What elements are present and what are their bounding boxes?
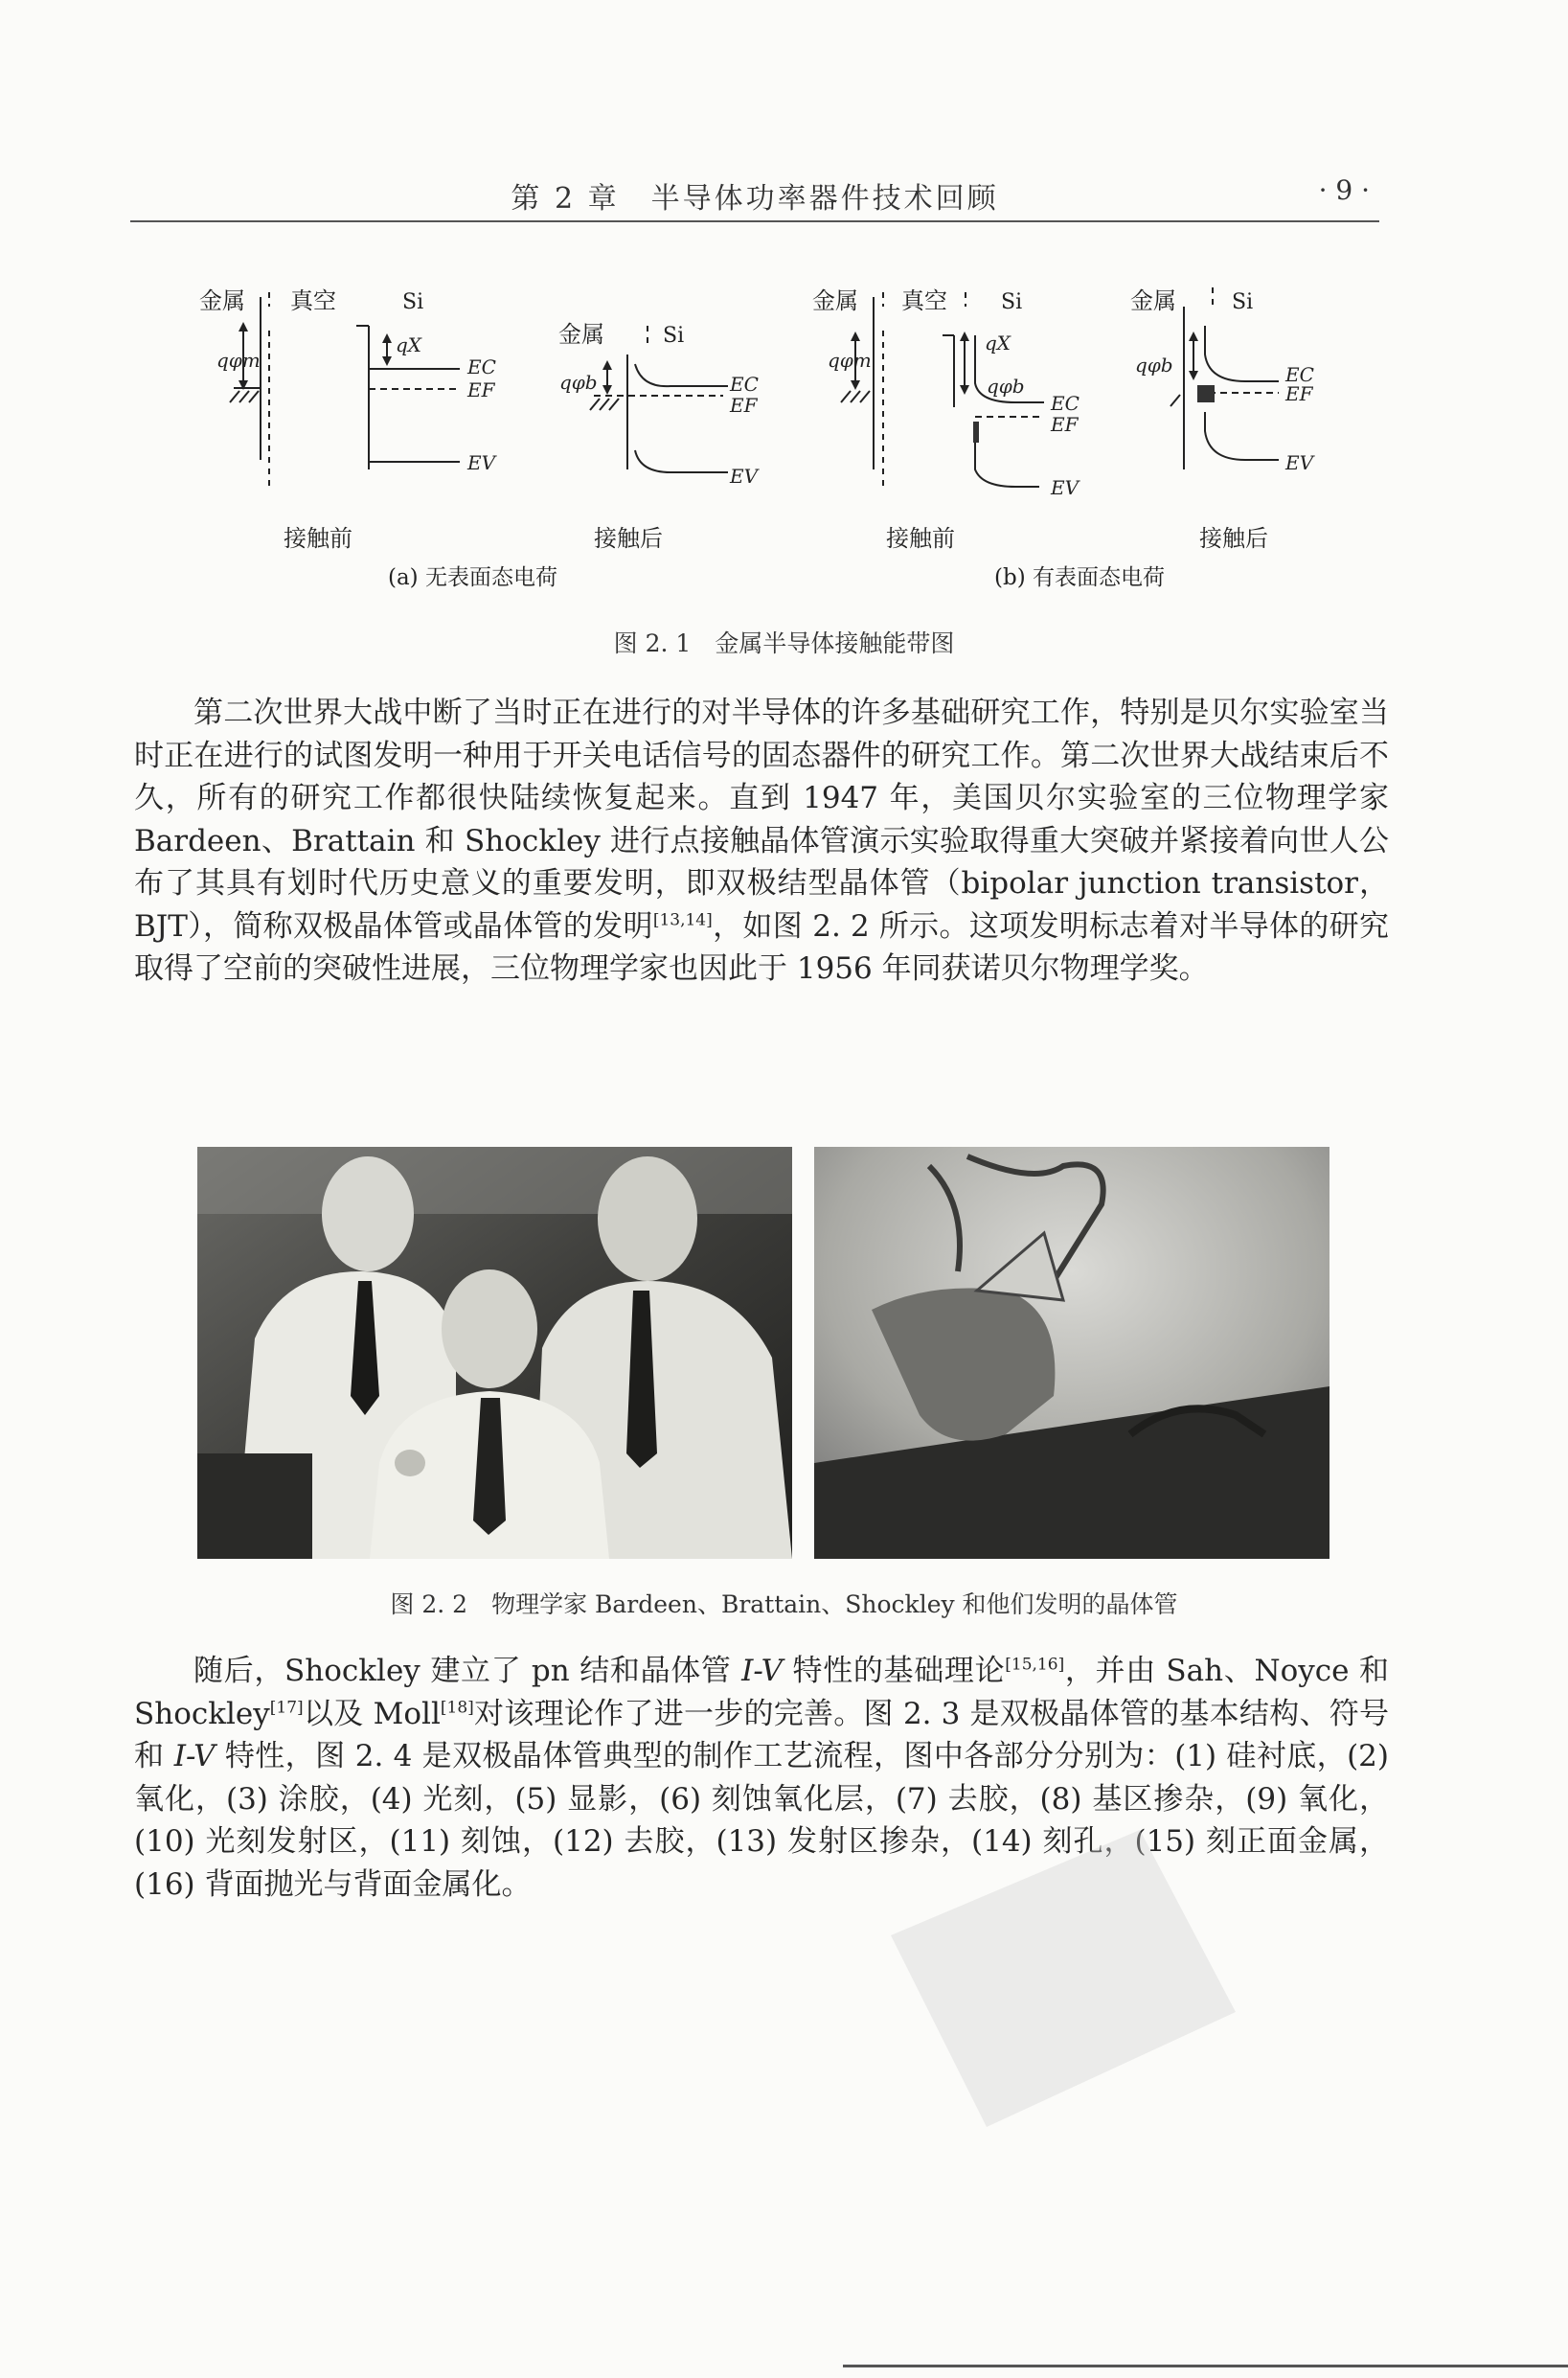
qphi-m-a1: qφm (216, 349, 261, 372)
qphi-b-a2: qφb (559, 371, 598, 394)
paragraph-1-text-a: 第二次世界大战中断了当时正在进行的对半导体的许多基础研究工作，特别是贝尔实验室当时正在进行的试图发明一种用于开关电话信号的固态器件的研究工作。第二次世界大战结束后不久，所有的研究工作都很快陆续恢复起来。直到 1947 年，美国贝尔实验室的三位物理学家 Bardeen、Brattain 和 Shockley 进行点接触晶体管演示实验取得重大突破并紧接着向世人公布了其具有划时代历史意义的重要发明，即双极结型晶体管（bipolar junction transistor，BJT），简称双极晶体管或晶体管的发明 (134, 696, 1389, 944)
figure-2-2-caption: 图 2. 2 物理学家 Bardeen、Brattain、Shockley 和他们发明的晶体管 (390, 1590, 1178, 1618)
iv-symbol-1: I-V (741, 1654, 783, 1688)
group-caption-a: (a) 无表面态电荷 (388, 565, 557, 590)
label-si-a1: Si (402, 290, 424, 314)
ec-b2: EC (1285, 363, 1314, 386)
photo-physicists (197, 1147, 792, 1559)
subcap-before-a: 接触前 (284, 525, 352, 552)
photo-first-transistor (814, 1147, 1329, 1559)
qchi-a1: qX (396, 333, 422, 356)
label-metal-a1: 金属 (199, 287, 245, 314)
paragraph-2-text-2: 特性的基础理论 (783, 1654, 1006, 1688)
paragraph-2-text-5: 对该理论作了进一步的完善。图 2. 3 是双极晶体管的基本结构、符号和 (134, 1696, 1389, 1773)
bottom-rule (843, 2365, 1568, 2367)
paragraph-2-text-1: 随后，Shockley 建立了 pn 结和晶体管 (193, 1654, 742, 1688)
page-header (130, 163, 1379, 222)
citation-15-16: [15,16] (1005, 1655, 1065, 1675)
label-metal-b1: 金属 (812, 287, 858, 314)
qphi-b-b2: qφb (1135, 354, 1173, 377)
citation-17: [17] (269, 1698, 304, 1718)
qphi-m-b1: qφm (828, 349, 872, 372)
ef-b1: EF (1051, 413, 1079, 436)
label-vacuum-a1: 真空 (290, 287, 336, 314)
subcap-after-b: 接触后 (1199, 525, 1268, 552)
label-vacuum-b1: 真空 (901, 287, 947, 314)
label-metal-a2: 金属 (558, 321, 604, 348)
label-metal-b2: 金属 (1130, 287, 1176, 314)
subcap-after-a: 接触后 (594, 525, 663, 552)
iv-symbol-2: I-V (173, 1739, 216, 1773)
label-si-b1: Si (1001, 290, 1023, 314)
ef-b2: EF (1285, 382, 1313, 405)
ev-a1: EV (467, 451, 496, 474)
paragraph-2-text-4: 以及 Moll (303, 1696, 441, 1731)
ev-b2: EV (1285, 451, 1314, 474)
citation-13-14: [13,14] (652, 910, 713, 930)
paragraph-2-text-3: ，并由 Sah、Noyce 和 Shockley (134, 1654, 1390, 1731)
ef-a1: EF (467, 378, 495, 401)
paragraph-1 (134, 692, 1389, 991)
ec-a1: EC (467, 355, 496, 378)
ec-a2: EC (730, 373, 759, 396)
page-number: · 9 · (1318, 174, 1370, 206)
label-si-a2: Si (663, 324, 685, 348)
ev-b1: EV (1051, 476, 1079, 499)
figure-2-1-caption: 图 2. 1 金属半导体接触能带图 (613, 629, 955, 657)
qchi-b1: qX (985, 332, 1011, 354)
group-caption-b: (b) 有表面态电荷 (994, 565, 1165, 590)
chapter-title: 第 2 章 半导体功率器件技术回顾 (511, 182, 999, 216)
band-diagram-figure (0, 268, 1568, 604)
qphi-b-b1: qφb (987, 375, 1025, 398)
watermark-stamp (852, 1820, 1255, 2137)
ef-a2: EF (730, 394, 758, 417)
citation-18: [18] (440, 1698, 474, 1718)
ec-b1: EC (1051, 392, 1079, 415)
label-si-b2: Si (1232, 290, 1254, 314)
paragraph-2-text-6: 特性，图 2. 4 是双极晶体管典型的制作工艺流程，图中各部分分别为：(1) 硅衬底，(2) 氧化，(3) 涂胶，(4) 光刻，(5) 显影，(6) 刻蚀氧化层，(7) 去胶，(8) 基区掺杂，(9) 氧化，(10) 光刻发射区，(11) 刻蚀，(12) 去胶，(13) 发射区掺杂，(14) 刻孔，(15) 刻正面金属，(16) 背面抛光与背面金属化。 (134, 1739, 1389, 1902)
paragraph-1-text-b: ，如图 2. 2 所示。这项发明标志着对半导体的研究取得了空前的突破性进展，三位物理学家也因此于 1956 年同获诺贝尔物理学奖。 (134, 908, 1389, 986)
subcap-before-b: 接触前 (886, 525, 955, 552)
ev-a2: EV (730, 465, 759, 488)
